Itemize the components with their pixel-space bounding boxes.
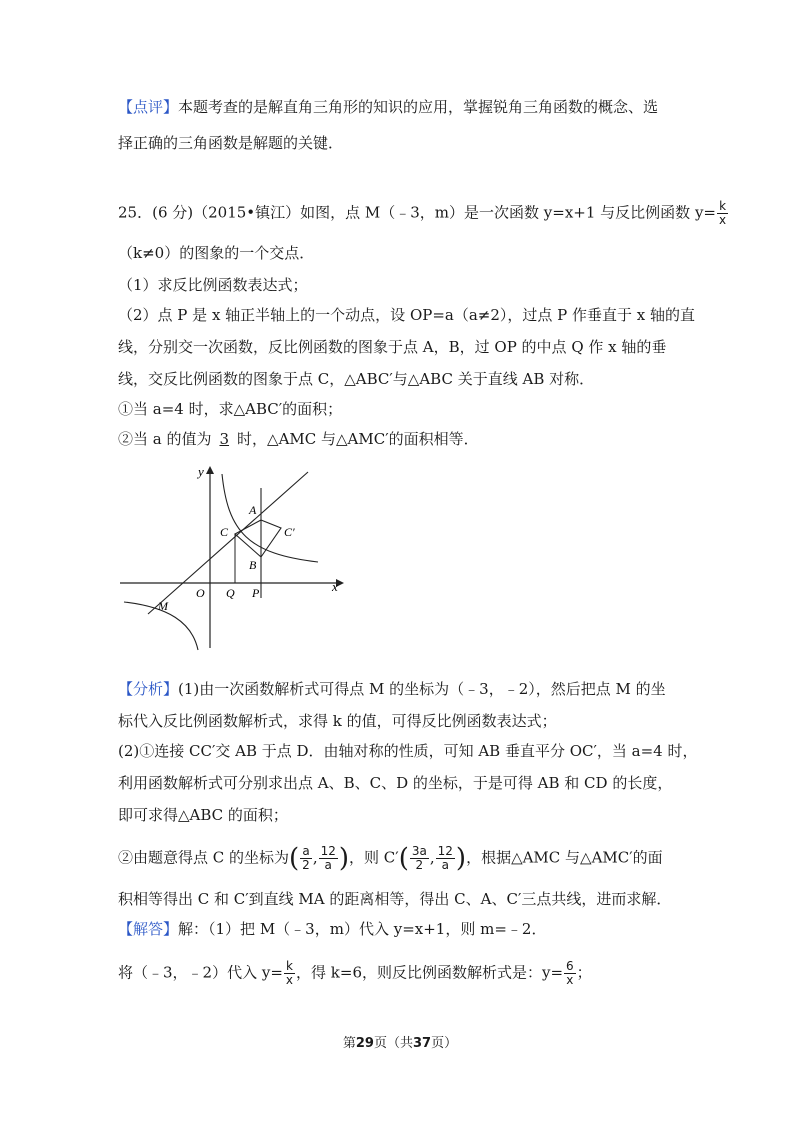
page-number: 29 [355,1036,374,1051]
hyperbola-branch-first-quadrant [222,474,318,562]
answer-blank: 3 [219,430,230,448]
fraction-k-over-x-2: $\frac{k}{x}$ [285,959,294,987]
problem-sub-2: ②当 a 的值为 3 时，△AMC 与△AMC′的面积相等． [118,430,479,448]
analysis-line-5: 即可求得△ABC 的面积； [118,806,288,824]
analysis-line-1: 【分析】(1)由一次函数解析式可得点 M 的坐标为（﹣3，﹣2），然后把点 M 的坐 [118,680,666,698]
fraction-12-over-a-2: $\frac{12}{a}$ [437,844,453,872]
analysis-line-6: ②由题意得点 C 的坐标为( $\frac{a}{2}$ , $\frac{12}{a}$ )，则 C′( $\frac{3a}{2}$ , $\frac{12}{a}$ )，根据△AMC 与△AMC′的面 [118,843,663,874]
fraction-a-over-2: $\frac{a}{2}$ [302,844,310,872]
fraction-12-over-a: $\frac{12}{a}$ [320,844,336,872]
comment-tag: 【点评】 [118,98,179,116]
page-footer: 第29页（共37页） [342,1036,458,1051]
analysis-tag: 【分析】 [118,680,179,698]
solution-tag: 【解答】 [118,920,179,938]
label-y: y [198,464,204,479]
label-m: M [158,599,168,613]
analysis-line-4: 利用函数解析式可分别求出点 A、B、C、D 的坐标，于是可得 AB 和 CD 的长度， [118,774,673,792]
analysis-line-7: 积相等得出 C 和 C′到直线 MA 的距离相等，得出 C、A、C′三点共线，进而求解． [118,890,672,908]
label-q: Q [226,586,235,600]
label-x: x [332,579,338,594]
label-c-prime: C′ [284,525,295,539]
solution-line-1: 【解答】解：（1）把 M（﹣3，m）代入 y=x+1，则 m=﹣2． [118,920,547,938]
problem-part-2-line-1: （2）点 P 是 x 轴正半轴上的一个动点，设 OP=a（a≠2），过点 P 作垂直于 x 轴的直 [118,306,696,324]
comment-text-2: 择正确的三角函数是解题的关键． [118,134,344,152]
fraction-3a-over-2: $\frac{3a}{2}$ [411,844,427,872]
comment-line-2 [118,132,343,154]
label-a: A [249,503,257,517]
analysis-line-3: (2)①连接 CC′交 AB 于点 D．由轴对称的性质，可知 AB 垂直平分 OC′，当 a=4 时， [118,742,698,760]
fraction-k-over-x: $\frac{k}{x}$ [718,199,727,227]
problem-text-1: 25．(6 分)（2015•镇江）如图，点 M（﹣3，m）是一次函数 y=x+1 与反比例函数 y= [118,203,716,222]
y-axis-arrow [206,466,214,474]
fraction-6-over-x: $\frac{6}{x}$ [566,959,574,987]
label-c: C [220,525,229,539]
comment-text-1: 本题考查的是解直角三角形的知识的应用，掌握锐角三角函数的概念、选 [178,98,659,116]
label-o: O [196,586,205,600]
analysis-line-2: 标代入反比例函数解析式，求得 k 的值，可得反比例函数表达式； [118,712,557,730]
problem-part-2-line-2: 线，分别交一次函数，反比例函数的图象于点 A，B，过 OP 的中点 Q 作 x 轴的垂 [118,338,667,356]
function-graph-figure [118,462,348,652]
problem-part-2-line-3: 线，交反比例函数的图象于点 C，△ABC′与△ABC 关于直线 AB 对称． [118,370,595,388]
problem-part-1: （1）求反比例函数表达式； [118,276,308,294]
solution-line-2: 将（﹣3，﹣2）代入 y= $\frac{k}{x}$ ，得 k=6，则反比例函数解析式是：y= $\frac{6}{x}$ ； [118,959,592,987]
problem-line-2: （k≠0）的图象的一个交点． [118,244,315,262]
total-pages: 37 [413,1036,432,1051]
label-b: B [249,558,257,572]
comment-line-1 [118,96,658,118]
problem-sub-1: ①当 a=4 时，求△ABC′的面积； [118,400,343,418]
problem-line-1 [118,200,729,227]
label-p: P [252,586,260,600]
